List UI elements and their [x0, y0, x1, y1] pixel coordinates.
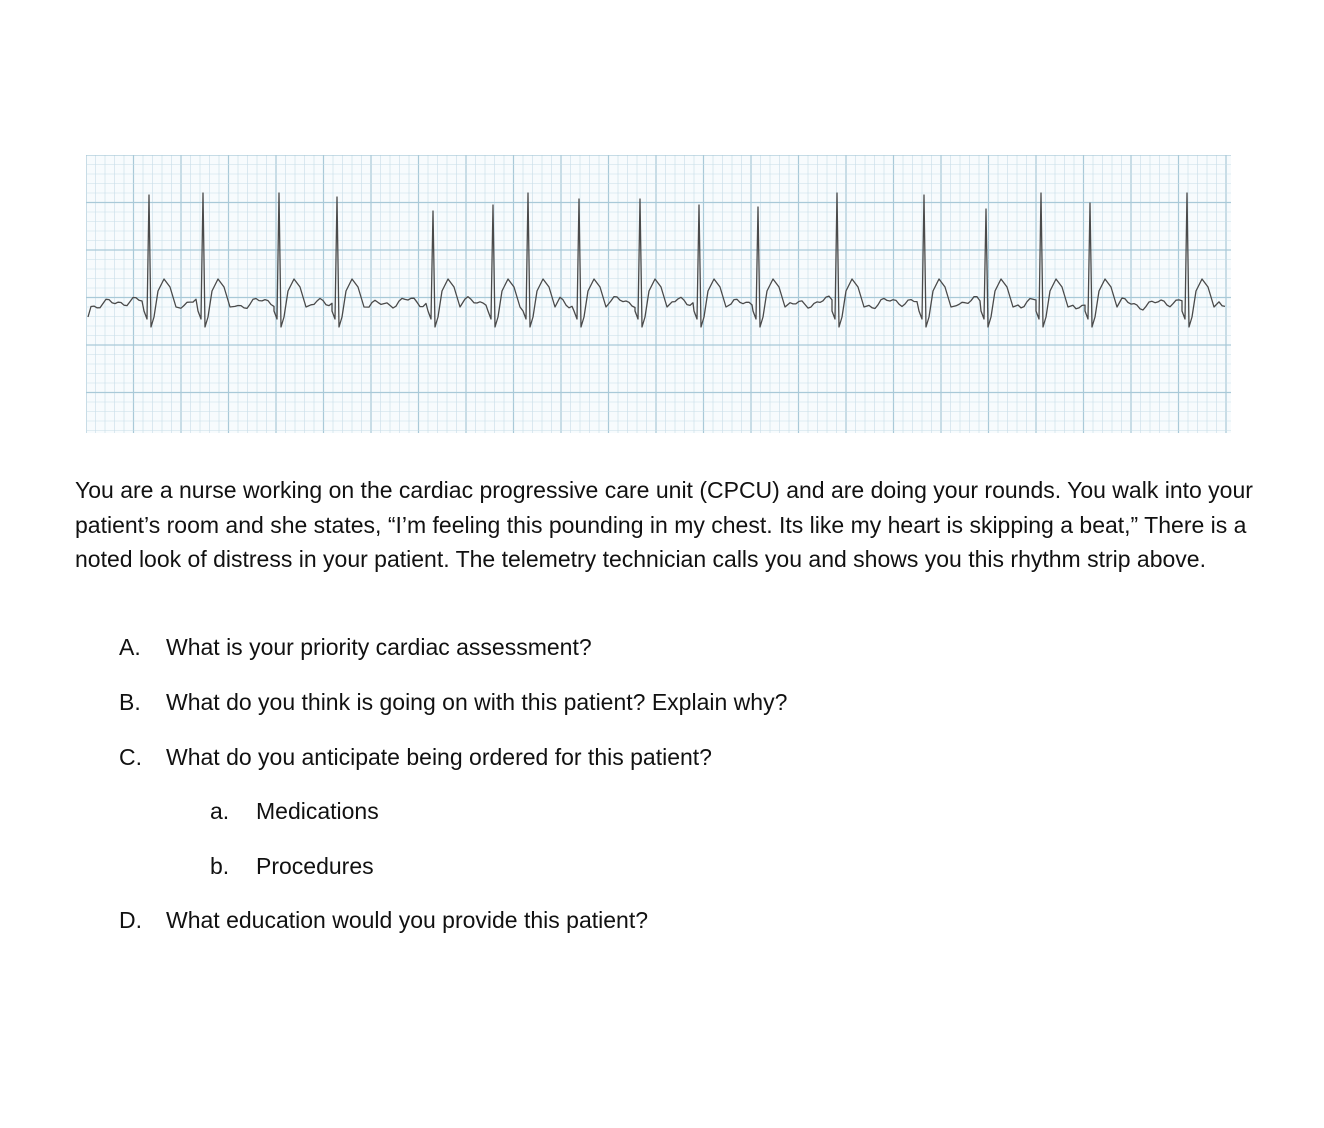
question-c-sub-a-text: Medications	[256, 798, 379, 824]
ecg-strip-graphic	[86, 155, 1231, 433]
question-a-text: What is your priority cardiac assessment?	[166, 634, 592, 660]
question-a-marker: A.	[119, 634, 141, 660]
question-c-text: What do you anticipate being ordered for this patient?	[166, 744, 712, 770]
ecg-rhythm-strip	[86, 155, 1231, 433]
question-c-sub-b-text: Procedures	[256, 853, 374, 879]
scenario-paragraph: You are a nurse working on the cardiac progressive care unit (CPCU) and are doing your rounds. You walk into your patient’s room and she states, “I’m feeling this pounding in my chest. Its like my heart is skipping a beat,” There is a noted look of distress in your patient. The telemetry technician calls you and shows you this rhythm strip above.	[75, 477, 1253, 572]
question-d-text: What education would you provide this patient?	[166, 907, 649, 933]
question-b-text: What do you think is going on with this patient? Explain why?	[166, 689, 788, 715]
question-c-marker: C.	[119, 744, 142, 770]
question-c-sub-a-marker: a.	[210, 798, 230, 824]
question-b-marker: B.	[119, 689, 141, 715]
question-d-marker: D.	[119, 907, 142, 933]
question-c-sub-b-marker: b.	[210, 853, 230, 879]
ecg-paper	[86, 155, 1231, 433]
